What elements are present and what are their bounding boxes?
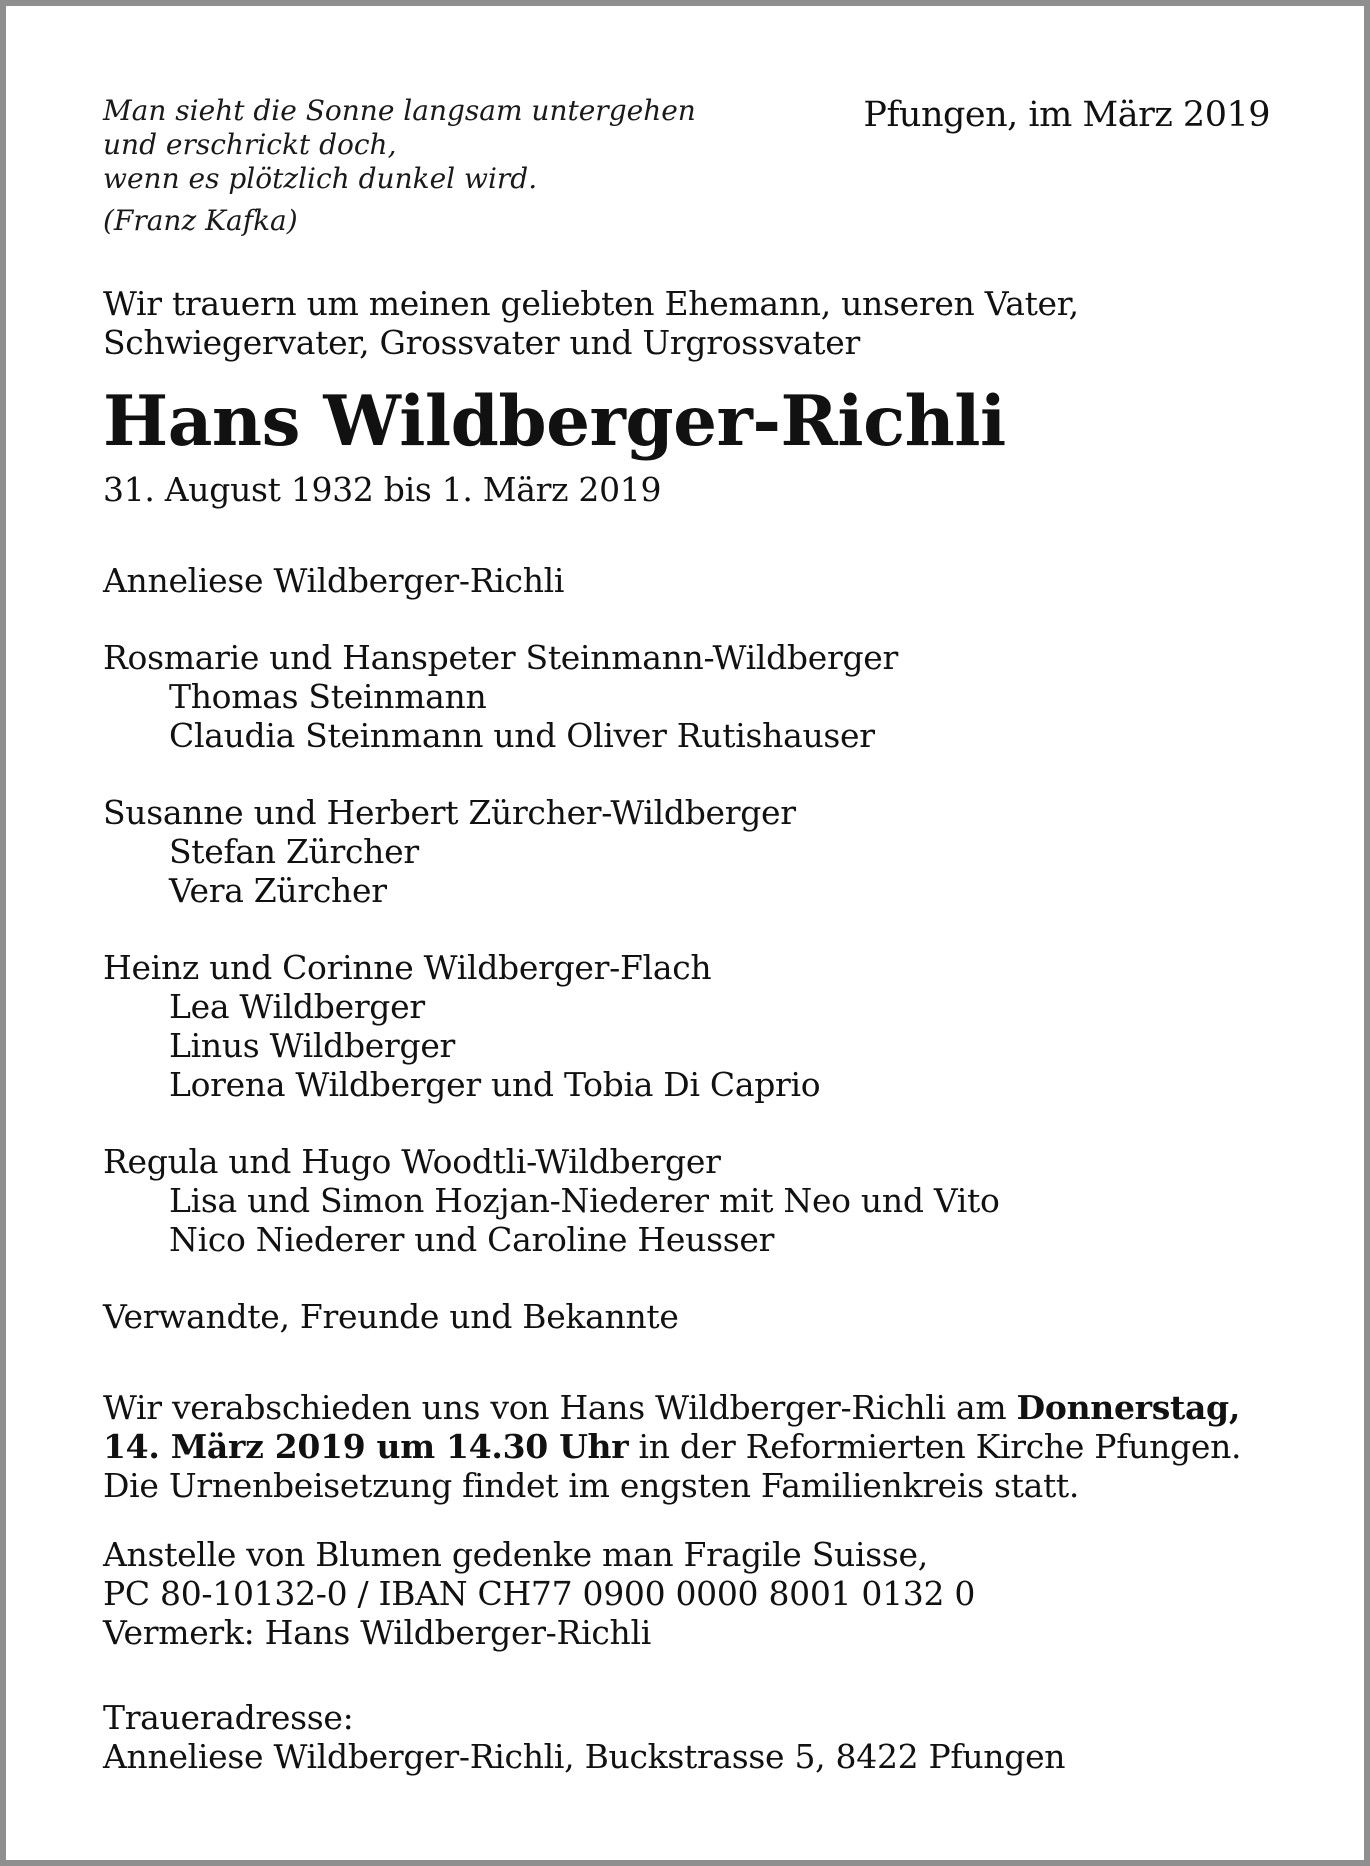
address-value: Anneliese Wildberger-Richli, Buckstrasse 5, 8422 Pfungen — [103, 1737, 1066, 1776]
family-group — [103, 948, 1283, 1104]
quote-line: Man sieht die Sonne langsam untergehen — [103, 94, 696, 127]
family-member: Stefan Zürcher — [169, 832, 419, 871]
family-head: Susanne und Herbert Zürcher-Wildberger — [103, 793, 796, 832]
family-head: Heinz und Corinne Wildberger-Flach — [103, 948, 712, 987]
family-head: Anneliese Wildberger-Richli — [103, 561, 565, 600]
farewell-day: Donnerstag, — [1016, 1388, 1241, 1427]
family-group — [103, 638, 1283, 755]
donation-note: Vermerk: Hans Wildberger-Richli — [103, 1613, 651, 1652]
family-member: Lisa und Simon Hozjan-Niederer mit Neo und Vito — [169, 1181, 1000, 1220]
donation-line: Anstelle von Blumen gedenke man Fragile Suisse, — [103, 1535, 928, 1574]
family-member: Thomas Steinmann — [169, 677, 487, 716]
quote-line: und erschrickt doch, — [103, 128, 397, 161]
family-group — [103, 1142, 1283, 1259]
donation-account: PC 80-10132-0 / IBAN CH77 0900 0000 8001 0132 0 — [103, 1574, 976, 1613]
family-member: Lea Wildberger — [169, 987, 425, 1026]
family-head: Verwandte, Freunde und Bekannte — [103, 1297, 679, 1336]
life-dates: 31. August 1932 bis 1. März 2019 — [103, 470, 662, 509]
quote-author: (Franz Kafka) — [103, 204, 298, 237]
family-group — [103, 793, 1283, 910]
family-list — [103, 561, 1283, 1336]
quote-line: wenn es plötzlich dunkel wird. — [103, 162, 538, 195]
place-date: Pfungen, im März 2019 — [863, 95, 1270, 135]
farewell-line: Die Urnenbeisetzung findet im engsten Familienkreis statt. — [103, 1466, 1080, 1505]
family-head: Rosmarie und Hanspeter Steinmann-Wildberger — [103, 638, 898, 677]
mourning-address — [103, 1698, 1283, 1776]
intro-line: Wir trauern um meinen geliebten Ehemann, unseren Vater, — [103, 284, 1079, 323]
farewell-line — [103, 1427, 1283, 1466]
family-group — [103, 1297, 1283, 1336]
family-member: Lorena Wildberger und Tobia Di Caprio — [169, 1065, 821, 1104]
family-member: Vera Zürcher — [169, 871, 387, 910]
address-label: Traueradresse: — [103, 1698, 354, 1737]
farewell-line — [103, 1388, 1283, 1427]
kafka-quote — [103, 94, 696, 238]
donation-paragraph — [103, 1535, 1283, 1652]
farewell-paragraph — [103, 1388, 1283, 1505]
notice-body — [103, 284, 1283, 1776]
family-head: Regula und Hugo Woodtli-Wildberger — [103, 1142, 721, 1181]
farewell-text: Wir verabschieden uns von Hans Wildberger-Richli am — [103, 1388, 1017, 1427]
family-member: Nico Niederer und Caroline Heusser — [169, 1220, 775, 1259]
family-group — [103, 561, 1283, 600]
farewell-datetime: 14. März 2019 um 14.30 Uhr — [103, 1427, 629, 1466]
farewell-location: in der Reformierten Kirche Pfungen. — [628, 1427, 1242, 1466]
intro-text — [103, 284, 1283, 362]
deceased-name: Hans Wildberger-Richli — [103, 381, 1006, 462]
family-member: Claudia Steinmann und Oliver Rutishauser — [169, 716, 875, 755]
family-member: Linus Wildberger — [169, 1026, 456, 1065]
intro-line: Schwiegervater, Grossvater und Urgrossvater — [103, 323, 860, 362]
